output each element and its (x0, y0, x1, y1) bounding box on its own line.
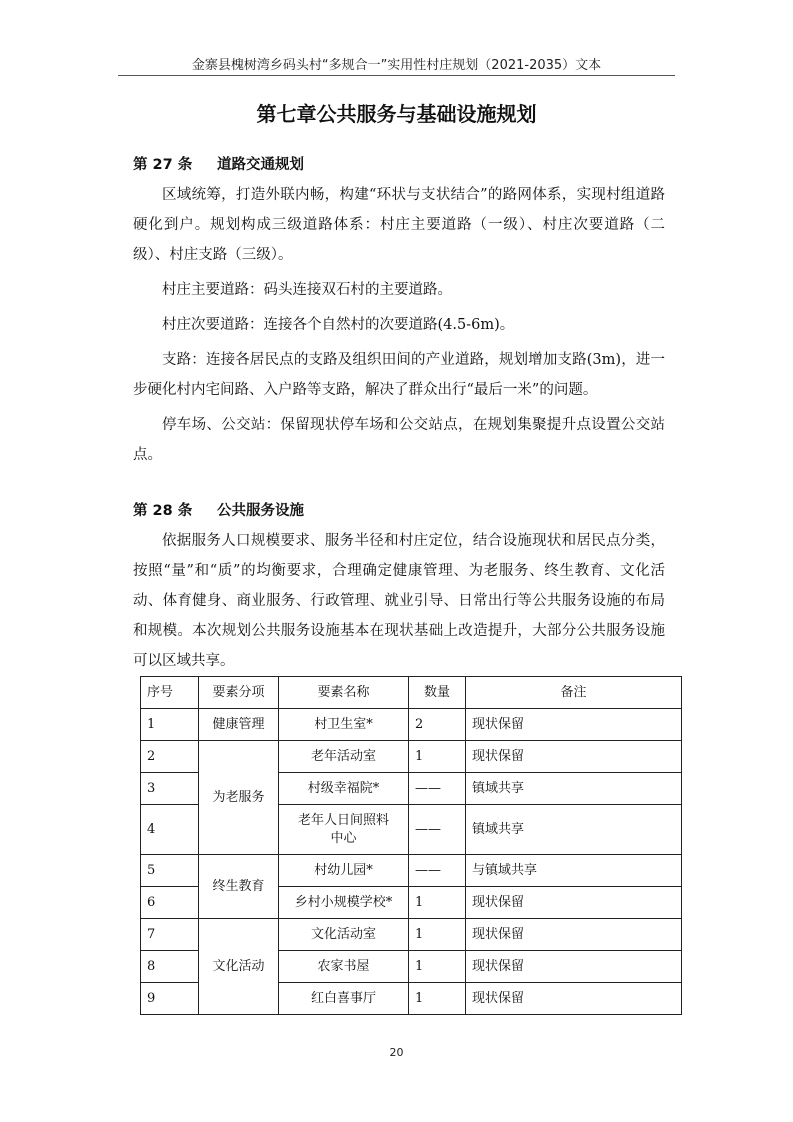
table-cell-category: 为老服务 (199, 741, 279, 855)
table-header-cell: 要素分项 (199, 677, 279, 709)
table-cell-note: 现状保留 (466, 951, 682, 983)
table-cell-category: 文化活动 (199, 919, 279, 1015)
table-cell-name: 红白喜事厅 (279, 983, 409, 1015)
table-cell-qty: 1 (409, 983, 466, 1015)
table-cell-category: 终生教育 (199, 855, 279, 919)
table-cell-note: 与镇域共享 (466, 855, 682, 887)
table-cell-name: 乡村小规模学校* (279, 887, 409, 919)
article-27-paragraph: 村庄次要道路：连接各个自然村的次要道路(4.5-6m)。 (162, 317, 515, 333)
table-row (141, 855, 682, 887)
article-27-paragraph: 区域统筹，打造外联内畅，构建“环状与支状结合”的路网体系，实现村组道路硬化到户。规划构成三级道路体系：村庄主要道路（一级）、村庄次要道路（二级）、村庄支路（三级）。 (133, 187, 665, 263)
table-header-cell: 备注 (466, 677, 682, 709)
table-cell-note: 现状保留 (466, 741, 682, 773)
article-27-heading (133, 150, 665, 180)
table-cell-seq: 6 (141, 887, 199, 919)
table-cell-name: 老年人日间照料中心 (279, 805, 409, 855)
table-cell-qty: 1 (409, 951, 466, 983)
table-header-cell: 序号 (141, 677, 199, 709)
table-cell-category: 健康管理 (199, 709, 279, 741)
table-cell-note: 现状保留 (466, 887, 682, 919)
table-cell-name: 村幼儿园* (279, 855, 409, 887)
table-cell-qty: 1 (409, 741, 466, 773)
table-cell-seq: 7 (141, 919, 199, 951)
table-cell-note: 镇域共享 (466, 805, 682, 855)
table-header-cell: 数量 (409, 677, 466, 709)
table-cell-qty: —— (409, 855, 466, 887)
article-28-heading (133, 496, 665, 526)
table-cell-name: 村卫生室* (279, 709, 409, 741)
page-number: 20 (389, 1046, 404, 1059)
article-27-number: 第 27 条 (133, 157, 193, 173)
table-cell-note: 镇域共享 (466, 773, 682, 805)
table-cell-name: 老年活动室 (279, 741, 409, 773)
section-spacer (133, 475, 665, 496)
table-cell-note: 现状保留 (466, 983, 682, 1015)
body-content (133, 150, 665, 681)
table-cell-qty: 2 (409, 709, 466, 741)
chapter-title: 第七章公共服务与基础设施规划 (256, 102, 537, 126)
table-cell-qty: —— (409, 773, 466, 805)
table-cell-name: 农家书屋 (279, 951, 409, 983)
table-cell-seq: 1 (141, 709, 199, 741)
table-cell-seq: 8 (141, 951, 199, 983)
header-divider (118, 75, 675, 76)
article-28-title: 公共服务设施 (217, 503, 304, 519)
public-services-table (140, 676, 682, 1015)
article-28-number: 第 28 条 (133, 503, 193, 519)
table-cell-note: 现状保留 (466, 919, 682, 951)
table-cell-seq: 2 (141, 741, 199, 773)
table-row (141, 709, 682, 741)
table-header-row (141, 677, 682, 709)
table-cell-qty: 1 (409, 887, 466, 919)
table-row (141, 919, 682, 951)
table-cell-seq: 4 (141, 805, 199, 855)
table-cell-qty: 1 (409, 919, 466, 951)
table-cell-name: 村级幸福院* (279, 773, 409, 805)
article-27-title: 道路交通规划 (217, 157, 304, 173)
table-cell-seq: 5 (141, 855, 199, 887)
running-header: 金寨县槐树湾乡码头村“多规合一”实用性村庄规划（2021-2035）文本 (191, 58, 602, 73)
table-cell-seq: 9 (141, 983, 199, 1015)
table-cell-seq: 3 (141, 773, 199, 805)
table-row (141, 741, 682, 773)
article-27-paragraph: 村庄主要道路：码头连接双石村的主要道路。 (162, 282, 452, 298)
table-cell-qty: —— (409, 805, 466, 855)
article-27-paragraph: 停车场、公交站：保留现状停车场和公交站点，在规划集聚提升点设置公交站点。 (133, 417, 665, 463)
article-27-paragraph: 支路：连接各居民点的支路及组织田间的产业道路，规划增加支路(3m)，进一步硬化村内宅间路、入户路等支路，解决了群众出行“最后一米”的问题。 (133, 352, 665, 398)
table-cell-name: 文化活动室 (279, 919, 409, 951)
table-cell-note: 现状保留 (466, 709, 682, 741)
table-header-cell: 要素名称 (279, 677, 409, 709)
article-28-paragraph: 依据服务人口规模要求、服务半径和村庄定位，结合设施现状和居民点分类，按照“量”和“质”的均衡要求，合理确定健康管理、为老服务、终生教育、文化活动、体育健身、商业服务、行政管理、就业引导、日常出行等公共服务设施的布局和规模。本次规划公共服务设施基本在现状基础上改造提升，大部分公共服务设施可以区域共享。 (133, 533, 665, 669)
